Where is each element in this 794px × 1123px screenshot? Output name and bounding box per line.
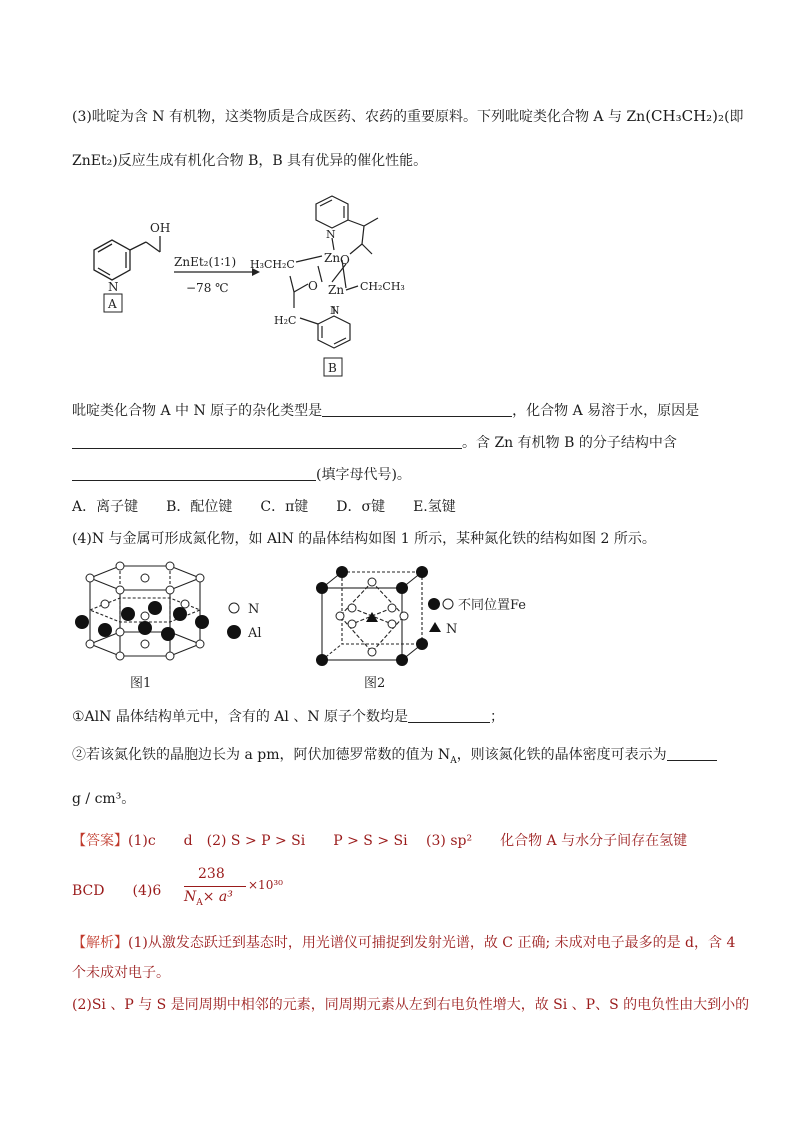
analysis-line1	[72, 932, 735, 952]
q4-sub2-subscript: A	[450, 755, 457, 766]
blank-atom-count[interactable]	[408, 708, 490, 723]
compound-b-h2c: H₂C	[274, 314, 297, 327]
compound-b-ch2ch3: CH₂CH₃	[360, 280, 405, 293]
analysis-line2: 个未成对电子。	[72, 965, 170, 981]
fig2-legend-n: N	[446, 622, 458, 637]
fraction-denominator	[184, 889, 233, 908]
q3-intro-line2: ZnEt₂)反应生成有机化合物 B，B 具有优异的催化性能。	[72, 153, 428, 169]
q3-question-line2	[72, 432, 677, 452]
compound-b-n-bottom: N	[330, 304, 340, 317]
fraction-numerator: 238	[198, 866, 225, 882]
compound-a-oh: OH	[150, 221, 171, 235]
compound-b-zn-top: Zn	[324, 251, 341, 265]
answer-line2: BCD (4)6	[72, 883, 162, 899]
figure-1-aln-structure	[70, 560, 270, 695]
compound-b-n-top: N	[326, 228, 336, 241]
q3-intro-paren: (即	[724, 109, 744, 125]
answer-fraction	[184, 866, 294, 910]
compound-a-structure	[94, 236, 160, 280]
analysis-tag: 【解析】	[72, 935, 128, 951]
fraction-den-n: N	[184, 889, 197, 905]
fraction-multiplier: ×10³⁰	[248, 878, 283, 892]
answer-line1	[72, 830, 687, 850]
blank-density[interactable]	[667, 746, 717, 761]
fig1-legend-n: N	[248, 602, 260, 617]
compound-b-structure	[290, 196, 378, 348]
reaction-scheme	[60, 182, 460, 382]
blank-bond-types[interactable]	[72, 466, 316, 481]
q3-part3: 。含 Zn 有机物 B 的分子结构中含	[462, 435, 677, 451]
q3-question-line1	[72, 400, 699, 420]
q3-part1: 吡啶类化合物 A 中 N 原子的杂化类型是	[72, 403, 323, 419]
analysis-text1: (1)从激发态跃迁到基态时，用光谱仪可捕捉到发射光谱，故 C 正确; 未成对电子最多的是 d，含 4	[128, 935, 736, 951]
fraction-den-rest: × a³	[202, 889, 233, 905]
label-a: A	[108, 297, 117, 311]
fig2-caption: 图2	[364, 676, 386, 691]
q3-question-line3	[72, 464, 411, 484]
blank-hybridization[interactable]	[322, 402, 512, 417]
blank-reason[interactable]	[72, 434, 462, 449]
q4-intro: (4)N 与金属可形成氮化物，如 AlN 的晶体结构如图 1 所示，某种氮化铁的结构如图 2 所示。	[72, 531, 656, 547]
q4-sub2-text2: ，则该氮化铁的晶体密度可表示为	[456, 747, 667, 763]
compound-b-o-top: O	[340, 253, 350, 267]
q4-sub2-unit: g / cm³。	[72, 791, 136, 807]
compound-b-o-bottom: O	[308, 279, 318, 293]
compound-b-h3ch2c: H₃CH₂C	[250, 258, 295, 271]
answer-tag: 【答案】	[72, 833, 128, 849]
q3-part2: ，化合物 A 易溶于水，原因是	[512, 403, 700, 419]
fig1-legend-al: Al	[248, 626, 262, 641]
fraction-den-sub: A	[196, 897, 203, 908]
compound-b-zn-bottom: Zn	[328, 283, 345, 297]
label-b: B	[328, 361, 337, 375]
fraction-bar	[184, 886, 246, 887]
zn-formula: (CH₃CH₂)₂	[645, 107, 725, 125]
q3-options: A．离子键 B．配位键 C．π键 D．σ键 E.氢键	[72, 499, 456, 515]
fig2-legend-fe: 不同位置Fe	[458, 598, 527, 613]
analysis-line3: (2)Si 、P 与 S 是同周期中相邻的元素，同周期元素从左到右电负性增大，故 Si 、P、S 的电负性由大到小的	[72, 997, 750, 1013]
reagent-text: ZnEt₂(1∶1)	[174, 255, 237, 269]
temperature-text: −78 ℃	[186, 281, 229, 295]
answer-text1: (1)c d (2) S > P > Si P > S > Si (3) sp² 化合物 A 与水分子间存在氢键	[128, 833, 688, 849]
q4-sub1-text: ①AlN 晶体结构单元中，含有的 Al 、N 原子个数均是	[72, 709, 409, 725]
q4-sub2	[72, 744, 717, 766]
q4-sub2-text: ②若该氮化铁的晶胞边长为 a pm，阿伏加德罗常数的值为 N	[72, 747, 451, 763]
q3-intro-text: (3)吡啶为含 N 有机物，这类物质是合成医药、农药的重要原料。下列吡啶类化合物 A 与 Zn	[72, 109, 646, 125]
q3-intro-line1	[72, 106, 744, 126]
q4-sub1-end: ；	[490, 709, 505, 725]
figure-2-iron-nitride-structure	[308, 560, 548, 695]
q3-part4: (填字母代号)。	[316, 467, 411, 483]
compound-a-n: N	[108, 280, 119, 294]
fig1-caption: 图1	[130, 676, 152, 691]
q4-sub1	[72, 706, 504, 726]
